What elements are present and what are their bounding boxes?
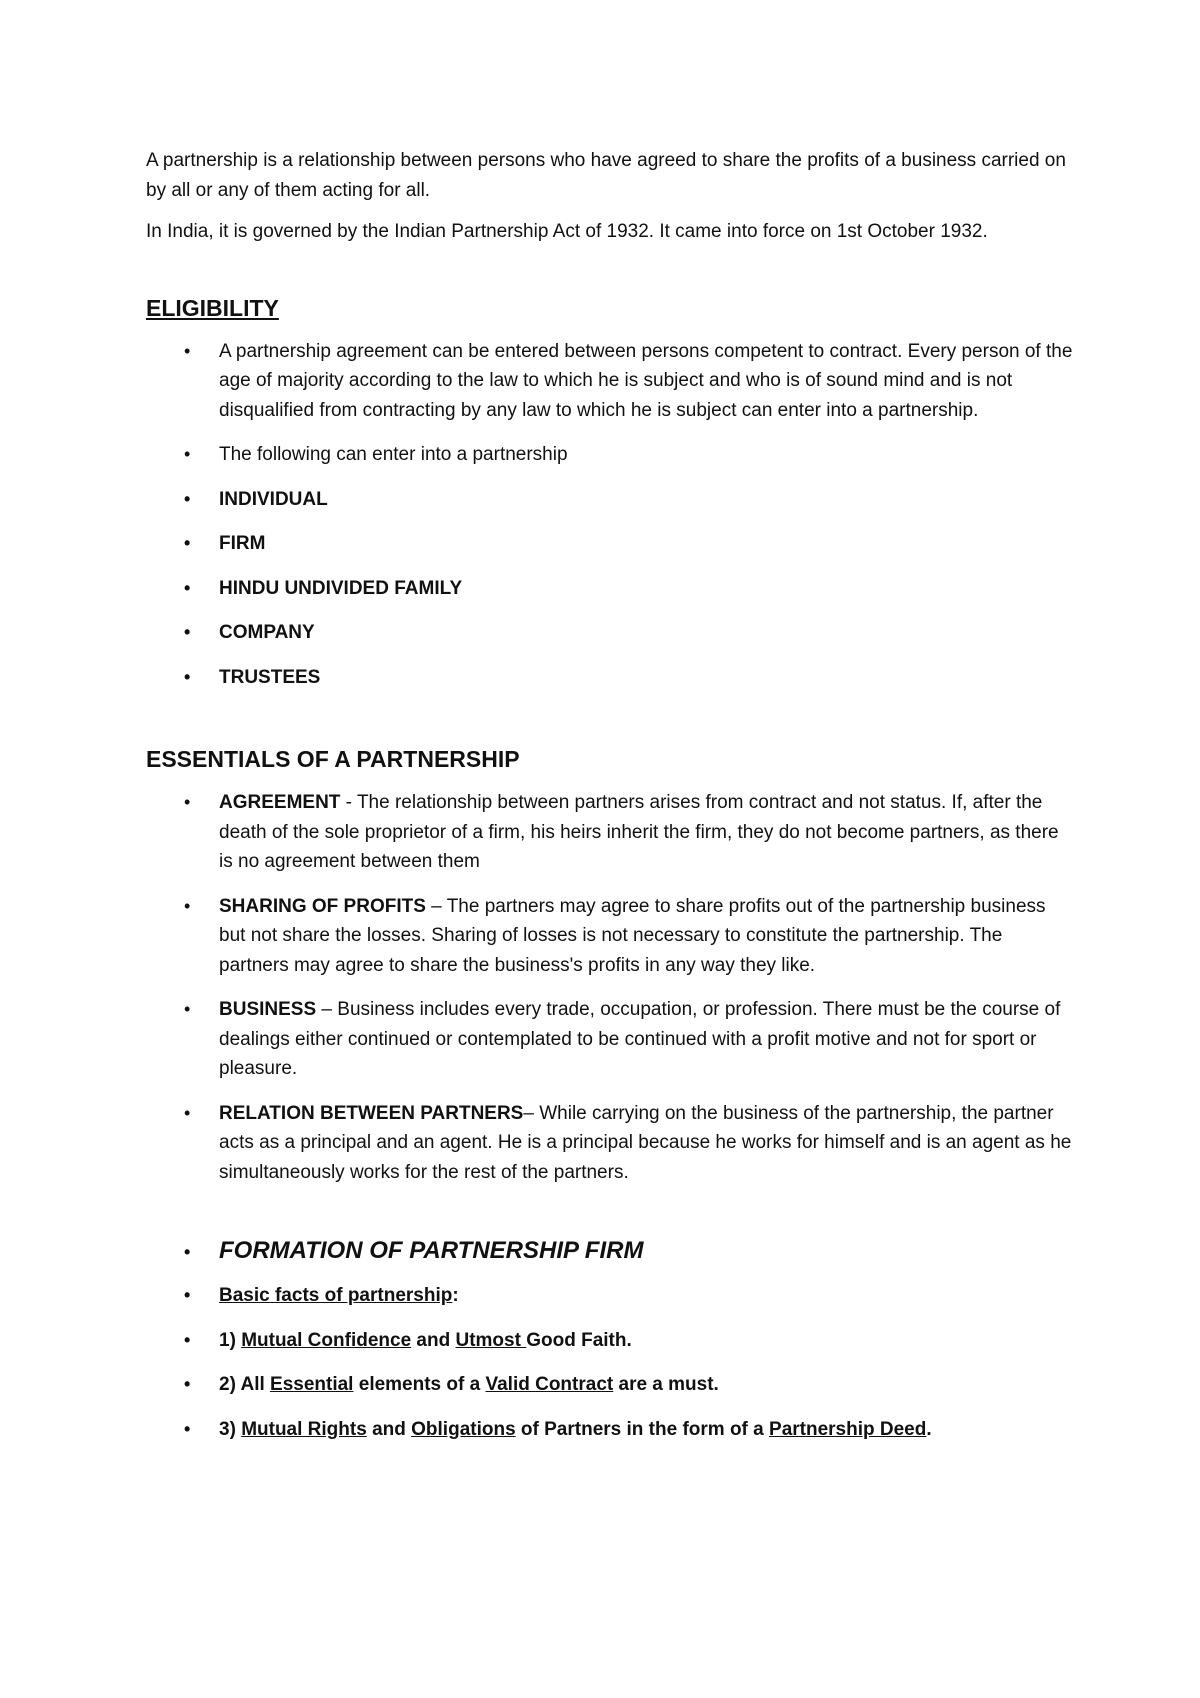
list-item [146, 1326, 1076, 1356]
fact-text: of Partners in the form of a [515, 1418, 770, 1440]
term-separator: - [340, 792, 357, 813]
fact-text: and [411, 1329, 456, 1351]
fact-term: Mutual Rights [241, 1418, 367, 1440]
term-separator: – [523, 1102, 540, 1124]
fact-text: . [926, 1418, 932, 1440]
list-item: • FIRM [146, 529, 1076, 559]
basic-facts-label: Basic facts of partnership [219, 1285, 453, 1306]
term-description: While carrying on the business of the partnership, the partner acts as a principal and an agent. He is a principal because he works for himself and is an agent as he simultaneously works for the rest of the partners. [219, 1102, 1072, 1183]
fact-number: 2) All [219, 1374, 271, 1395]
fact-term: Obligations [411, 1418, 516, 1440]
list-item [146, 1099, 1076, 1188]
essentials-heading: ESSENTIALS OF A PARTNERSHIP [146, 746, 520, 772]
list-item: • INDIVIDUAL [146, 485, 1076, 515]
eligibility-heading: ELIGIBILITY [146, 294, 279, 321]
fact-text: are a must. [613, 1374, 719, 1395]
list-item [146, 995, 1076, 1084]
list-item: • COMPANY [146, 618, 1076, 648]
term-label: SHARING OF PROFITS [219, 895, 426, 917]
list-item [146, 1281, 1076, 1311]
list-item: • A partnership agreement can be entered between persons competent to contract. Every person of the age of majority according to the law to which he is subject and who is of sound mind and is not disqualified from contracting by any law to which he is subject can enter into a partnership. [146, 337, 1076, 426]
fact-text: elements of a [353, 1374, 486, 1395]
fact-text: Good Faith. [526, 1329, 632, 1351]
list-item: • The following can enter into a partnership [146, 440, 1076, 470]
term-separator: – [425, 895, 447, 917]
document-body [146, 146, 1076, 1459]
list-item [146, 1415, 1076, 1445]
fact-text: and [366, 1418, 412, 1440]
term-label: BUSINESS [219, 999, 317, 1020]
fact-term: Valid Contract [485, 1374, 614, 1395]
fact-term: Essential [270, 1374, 354, 1395]
list-item [146, 1370, 1076, 1400]
formation-list [146, 1235, 1076, 1444]
list-item [146, 788, 1076, 877]
essentials-list [146, 788, 1076, 1187]
formation-heading: • FORMATION OF PARTNERSHIP FIRM [146, 1235, 1076, 1267]
fact-term: Partnership Deed [769, 1418, 927, 1440]
eligibility-list [146, 337, 1076, 693]
fact-number: 1) [219, 1329, 242, 1351]
fact-term: Utmost [455, 1329, 527, 1351]
intro-paragraph-definition: A partnership is a relationship between persons who have agreed to share the profits of a business carried on by all or any of them acting for all. [146, 150, 1066, 201]
term-description: The relationship between partners arises from contract and not status. If, after the death of the sole proprietor of a firm, his heirs inherit the firm, they do not become partners, as there is no agreement between them [219, 792, 1059, 872]
list-item: • HINDU UNDIVIDED FAMILY [146, 574, 1076, 604]
term-description: The partners may agree to share profits out of the partnership business but not share the losses. Sharing of losses is not necessary to constitute the partnership. The partners may agree to share the business's profits in any way they like. [219, 895, 1046, 976]
list-item [146, 892, 1076, 981]
list-item: • TRUSTEES [146, 663, 1076, 693]
term-description: Business includes every trade, occupation, or profession. There must be the course of dealings either continued or contemplated to be continued with a profit motive and not for sport or pleasure. [219, 999, 1061, 1079]
term-label: AGREEMENT [219, 792, 341, 813]
term-separator: – [316, 999, 338, 1020]
fact-number: 3) [219, 1418, 242, 1440]
fact-term: Mutual Confidence [241, 1329, 412, 1351]
intro-paragraph-act: In India, it is governed by the Indian Partnership Act of 1932. It came into force on 1st October 1932. [146, 221, 988, 242]
basic-facts-colon: : [452, 1285, 459, 1306]
term-label: RELATION BETWEEN PARTNERS [219, 1102, 524, 1124]
